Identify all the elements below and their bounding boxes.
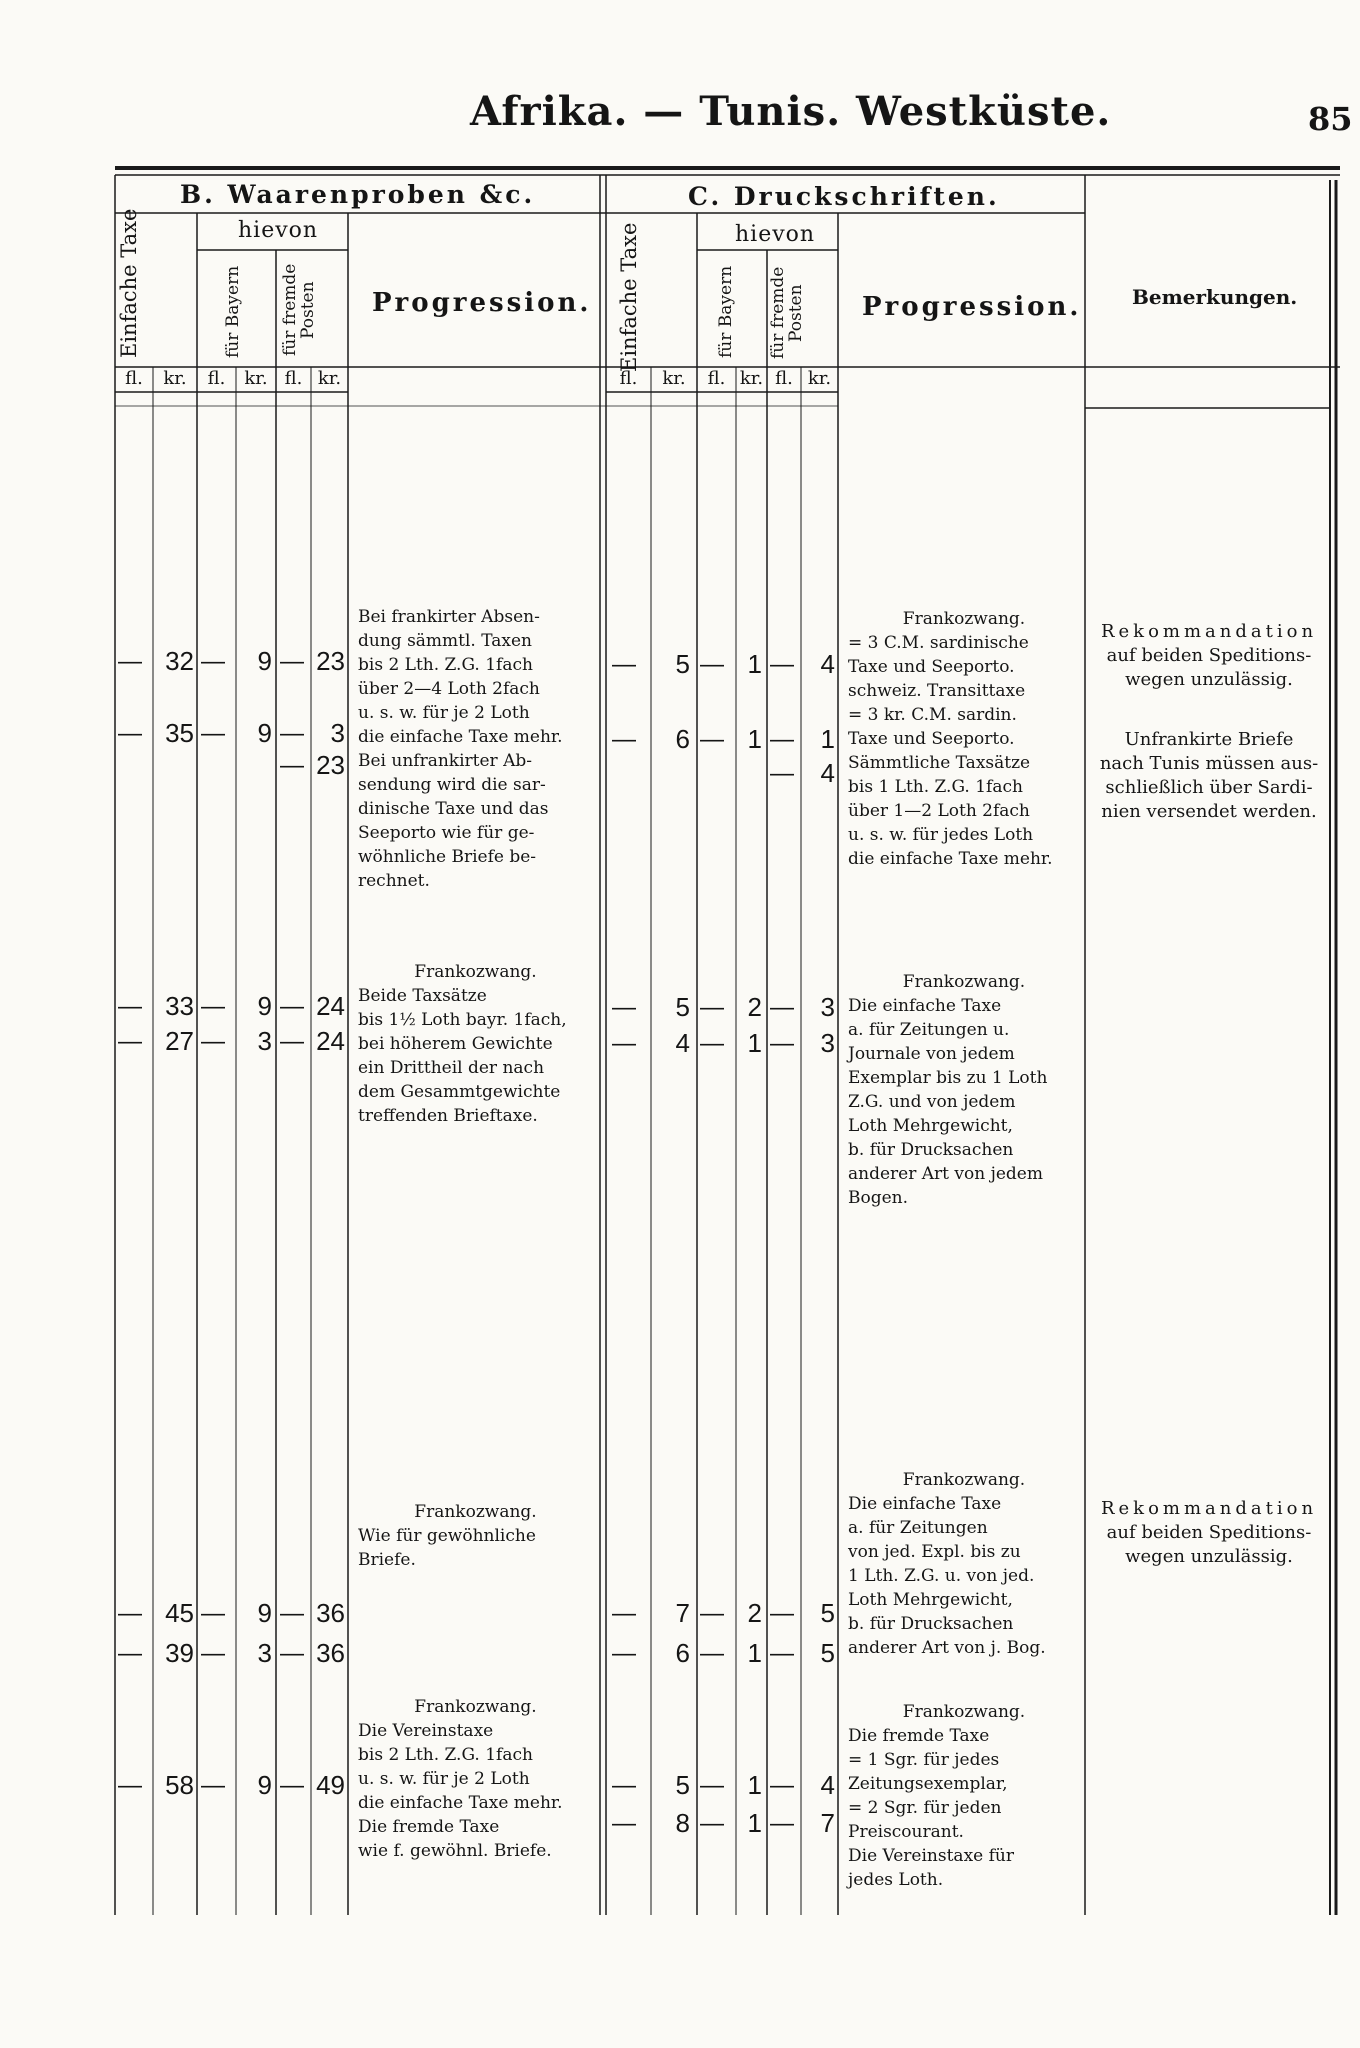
c-frm-value: 4 bbox=[820, 758, 835, 788]
text-line: = 3 C.M. sardinische bbox=[848, 633, 1029, 653]
text-line: Briefe. bbox=[358, 1550, 416, 1570]
b-dash: — bbox=[201, 993, 225, 1020]
c-bay-value: 1 bbox=[747, 1770, 762, 1800]
text-line: über 1—2 Loth 2fach bbox=[848, 801, 1030, 821]
text-line: Die Vereinstaxe für bbox=[848, 1846, 1014, 1866]
c-unit-fl: fl. bbox=[619, 368, 638, 389]
c-frm-value: 3 bbox=[820, 1028, 835, 1058]
b-unit-fl: fl. bbox=[125, 368, 143, 389]
b-frm-value: 23 bbox=[316, 646, 345, 676]
c-dash: — bbox=[612, 651, 636, 678]
b-bay-value: 9 bbox=[257, 718, 272, 748]
b-bay-value: 3 bbox=[257, 1638, 272, 1668]
b-frm-value: 24 bbox=[316, 991, 345, 1021]
b-dash: — bbox=[201, 1640, 225, 1667]
c-dash: — bbox=[770, 726, 794, 753]
b-bay-value: 9 bbox=[257, 646, 272, 676]
c-ein-value: 5 bbox=[675, 1770, 690, 1800]
c-frm-value: 7 bbox=[820, 1808, 835, 1838]
text-line: Taxe und Seeporto. bbox=[848, 729, 1015, 749]
text-line: Loth Mehrgewicht, bbox=[848, 1116, 1013, 1136]
c-frm-value: 4 bbox=[820, 1770, 835, 1800]
text-line: auf beiden Speditions- bbox=[1106, 645, 1312, 666]
section-b-hievon: hievon bbox=[238, 218, 319, 243]
text-line: Exemplar bis zu 1 Loth bbox=[848, 1068, 1048, 1088]
section-c-heading: C. Druckschriften. bbox=[688, 182, 1000, 211]
b-dash: — bbox=[201, 648, 225, 675]
text-line: Z.G. und von jedem bbox=[848, 1092, 1016, 1112]
b-ein-value: 58 bbox=[165, 1770, 194, 1800]
remark-3 bbox=[1090, 1497, 1328, 1569]
text-line: 1 Lth. Z.G. u. von jed. bbox=[848, 1566, 1035, 1586]
b-progression-3 bbox=[358, 1500, 593, 1572]
b-frm-value: 49 bbox=[316, 1770, 345, 1800]
c-fremde-unit-kr: kr. bbox=[807, 368, 832, 389]
text-line: schweiz. Transittaxe bbox=[848, 681, 1026, 701]
c-bay-value: 1 bbox=[747, 1028, 762, 1058]
b-dash: — bbox=[280, 1028, 304, 1055]
text-line: Frankozwang. bbox=[902, 972, 1026, 992]
b-dash: — bbox=[118, 648, 142, 675]
text-line: nien versendet werden. bbox=[1101, 801, 1317, 822]
text-line: Bei frankirter Absen- bbox=[358, 607, 540, 627]
text-line: Rekommandation bbox=[1100, 621, 1318, 642]
text-line: Bei unfrankirter Ab- bbox=[358, 751, 532, 771]
b-frm-value: 24 bbox=[316, 1026, 345, 1056]
b-ein-value: 39 bbox=[165, 1638, 194, 1668]
section-b-heading: B. Waarenproben &c. bbox=[180, 180, 536, 209]
text-line: a. für Zeitungen bbox=[848, 1518, 988, 1538]
b-einfache-taxe-header: Einfache Taxe bbox=[117, 208, 141, 358]
text-line: wie f. gewöhnl. Briefe. bbox=[358, 1841, 552, 1861]
b-fremde-unit-fl: fl. bbox=[284, 368, 303, 389]
c-frm-value: 5 bbox=[820, 1598, 835, 1628]
c-ein-value: 7 bbox=[675, 1598, 690, 1628]
text-line: bis 2 Lth. Z.G. 1fach bbox=[358, 655, 533, 675]
c-bay-value: 1 bbox=[747, 724, 762, 754]
b-bay-value: 9 bbox=[257, 1770, 272, 1800]
text-line: a. für Zeitungen u. bbox=[848, 1020, 1010, 1040]
b-bay-value: 9 bbox=[257, 1598, 272, 1628]
text-line: wöhnliche Briefe be- bbox=[358, 847, 537, 867]
text-line: Zeitungsexemplar, bbox=[848, 1774, 1008, 1794]
c-einfache-taxe-header: Einfache Taxe bbox=[617, 222, 641, 372]
b-dash: — bbox=[280, 720, 304, 747]
c-unit-kr: kr. bbox=[662, 368, 686, 389]
remarks-header: Bemerkungen. bbox=[1132, 285, 1298, 309]
b-dash: — bbox=[118, 993, 142, 1020]
b-ein-value: 27 bbox=[165, 1026, 194, 1056]
c-dash: — bbox=[612, 1640, 636, 1667]
c-dash: — bbox=[700, 1600, 724, 1627]
text-line: dinische Taxe und das bbox=[358, 799, 549, 819]
page-number: 85 bbox=[1308, 100, 1353, 138]
c-ein-value: 6 bbox=[675, 1638, 690, 1668]
c-progression-1 bbox=[848, 607, 1080, 871]
text-line: Frankozwang. bbox=[414, 1502, 537, 1522]
text-line: Frankozwang. bbox=[902, 1470, 1026, 1490]
b-progression-header: Progression. bbox=[372, 288, 592, 318]
text-line: u. s. w. für je 2 Loth bbox=[358, 1769, 530, 1789]
c-dash: — bbox=[770, 1810, 794, 1837]
text-line: anderer Art von j. Bog. bbox=[848, 1638, 1046, 1658]
c-dash: — bbox=[700, 1030, 724, 1057]
text-line: Loth Mehrgewicht, bbox=[848, 1590, 1013, 1610]
text-line: auf beiden Speditions- bbox=[1106, 1522, 1312, 1543]
c-dash: — bbox=[612, 994, 636, 1021]
c-dash: — bbox=[770, 994, 794, 1021]
text-line: Die einfache Taxe bbox=[848, 1494, 1002, 1514]
text-line: Wie für gewöhnliche bbox=[358, 1526, 536, 1546]
b-dash: — bbox=[280, 1772, 304, 1799]
c-ein-value: 5 bbox=[675, 649, 690, 679]
c-dash: — bbox=[700, 1772, 724, 1799]
remark-2 bbox=[1090, 728, 1328, 824]
b-bay-value: 9 bbox=[257, 991, 272, 1021]
text-line: = 3 kr. C.M. sardin. bbox=[848, 705, 1017, 725]
text-line: bis 1 Lth. Z.G. 1fach bbox=[848, 777, 1023, 797]
b-ein-value: 32 bbox=[165, 646, 194, 676]
text-line: Taxe und Seeporto. bbox=[848, 657, 1015, 677]
c-fremde-unit-fl: fl. bbox=[775, 368, 793, 389]
b-bayern-unit-fl: fl. bbox=[207, 368, 226, 389]
b-dash: — bbox=[280, 752, 304, 779]
text-line: anderer Art von jedem bbox=[848, 1164, 1043, 1184]
b-frm-value: 23 bbox=[316, 750, 345, 780]
b-ein-value: 35 bbox=[165, 718, 194, 748]
c-dash: — bbox=[770, 1030, 794, 1057]
text-line: rechnet. bbox=[358, 871, 430, 891]
text-line: u. s. w. für jedes Loth bbox=[848, 825, 1034, 845]
b-dash: — bbox=[280, 1640, 304, 1667]
b-dash: — bbox=[280, 648, 304, 675]
text-line: = 2 Sgr. für jeden bbox=[848, 1798, 1002, 1818]
text-line: Die fremde Taxe bbox=[848, 1726, 990, 1746]
b-unit-kr: kr. bbox=[163, 368, 187, 389]
c-dash: — bbox=[612, 1030, 636, 1057]
text-line: Frankozwang. bbox=[414, 962, 537, 982]
b-dash: — bbox=[118, 1600, 142, 1627]
text-line: dung sämmtl. Taxen bbox=[358, 631, 532, 651]
b-progression-2 bbox=[358, 960, 593, 1128]
text-line: = 1 Sgr. für jedes bbox=[848, 1750, 1000, 1770]
b-bayern-unit-kr: kr. bbox=[244, 368, 268, 389]
c-fremde-header: für fremde Posten bbox=[768, 266, 806, 360]
b-dash: — bbox=[118, 720, 142, 747]
text-line: b. für Drucksachen bbox=[848, 1140, 1014, 1160]
text-line: sendung wird die sar- bbox=[358, 775, 546, 795]
text-line: Journale von jedem bbox=[848, 1044, 1015, 1064]
b-fremde-header: für fremde Posten bbox=[280, 263, 318, 357]
text-line: über 2—4 Loth 2fach bbox=[358, 679, 540, 699]
c-dash: — bbox=[612, 1600, 636, 1627]
text-line: von jed. Expl. bis zu bbox=[848, 1542, 1021, 1562]
b-dash: — bbox=[280, 1600, 304, 1627]
text-line: wegen unzulässig. bbox=[1125, 669, 1293, 690]
b-dash: — bbox=[280, 993, 304, 1020]
text-line: wegen unzulässig. bbox=[1125, 1546, 1293, 1567]
text-line: die einfache Taxe mehr. bbox=[358, 727, 563, 747]
c-bay-value: 2 bbox=[747, 1598, 762, 1628]
text-line: Frankozwang. bbox=[902, 609, 1026, 629]
text-line: dem Gesammtgewichte bbox=[358, 1082, 561, 1102]
c-ein-value: 4 bbox=[675, 1028, 690, 1058]
b-dash: — bbox=[118, 1772, 142, 1799]
c-progression-3 bbox=[848, 1468, 1080, 1660]
text-line: Die fremde Taxe bbox=[358, 1817, 500, 1837]
c-dash: — bbox=[770, 1600, 794, 1627]
text-line: Seeporto wie für ge- bbox=[358, 823, 535, 843]
c-dash: — bbox=[700, 1640, 724, 1667]
text-line: Die einfache Taxe bbox=[848, 996, 1002, 1016]
b-dash: — bbox=[201, 720, 225, 747]
c-frm-value: 5 bbox=[820, 1638, 835, 1668]
b-progression-1 bbox=[358, 605, 593, 893]
text-line: bis 1½ Loth bayr. 1fach, bbox=[358, 1010, 567, 1030]
page-title: Afrika. — Tunis. Westküste. bbox=[470, 88, 1112, 135]
c-frm-value: 4 bbox=[820, 649, 835, 679]
text-line: Beide Taxsätze bbox=[358, 986, 487, 1006]
text-line: jedes Loth. bbox=[848, 1870, 944, 1890]
text-line: Frankozwang. bbox=[902, 1702, 1026, 1722]
b-fremde-unit-kr: kr. bbox=[317, 368, 342, 389]
text-line: Rekommandation bbox=[1100, 1498, 1318, 1519]
b-frm-value: 36 bbox=[316, 1598, 345, 1628]
c-frm-value: 1 bbox=[820, 724, 835, 754]
text-line: u. s. w. für je 2 Loth bbox=[358, 703, 530, 723]
text-line: Die Vereinstaxe bbox=[358, 1721, 494, 1741]
b-dash: — bbox=[201, 1028, 225, 1055]
text-line: die einfache Taxe mehr. bbox=[848, 849, 1053, 869]
c-bayern-unit-kr: kr. bbox=[739, 368, 764, 389]
c-dash: — bbox=[700, 1810, 724, 1837]
section-c-hievon: hievon bbox=[735, 222, 816, 247]
c-progression-2 bbox=[848, 970, 1080, 1210]
text-line: treffenden Brieftaxe. bbox=[358, 1106, 538, 1126]
b-bay-value: 3 bbox=[257, 1026, 272, 1056]
text-line: schließlich über Sardi- bbox=[1105, 777, 1313, 798]
b-dash: — bbox=[201, 1600, 225, 1627]
b-frm-value: 36 bbox=[316, 1638, 345, 1668]
c-progression-4 bbox=[848, 1700, 1080, 1892]
c-dash: — bbox=[700, 651, 724, 678]
b-progression-4 bbox=[358, 1695, 593, 1863]
c-bayern-unit-fl: fl. bbox=[707, 368, 726, 389]
text-line: Sämmtliche Taxsätze bbox=[848, 753, 1031, 773]
text-line: ein Drittheil der nach bbox=[358, 1058, 545, 1078]
b-bayern-header: für Bayern bbox=[223, 265, 243, 359]
remark-1 bbox=[1090, 620, 1328, 692]
b-ein-value: 33 bbox=[165, 991, 194, 1021]
c-bay-value: 1 bbox=[747, 1808, 762, 1838]
text-line: Bogen. bbox=[848, 1188, 909, 1208]
b-dash: — bbox=[201, 1772, 225, 1799]
c-dash: — bbox=[700, 994, 724, 1021]
text-line: b. für Drucksachen bbox=[848, 1614, 1014, 1634]
text-line: bis 2 Lth. Z.G. 1fach bbox=[358, 1745, 533, 1765]
text-line: nach Tunis müssen aus- bbox=[1099, 753, 1319, 774]
c-dash: — bbox=[612, 1772, 636, 1799]
b-ein-value: 45 bbox=[165, 1598, 194, 1628]
b-dash: — bbox=[118, 1028, 142, 1055]
c-dash: — bbox=[612, 726, 636, 753]
c-ein-value: 6 bbox=[675, 724, 690, 754]
c-ein-value: 5 bbox=[675, 992, 690, 1022]
c-dash: — bbox=[700, 726, 724, 753]
c-frm-value: 3 bbox=[820, 992, 835, 1022]
c-dash: — bbox=[770, 1640, 794, 1667]
c-dash: — bbox=[770, 651, 794, 678]
c-bay-value: 1 bbox=[747, 649, 762, 679]
c-dash: — bbox=[612, 1810, 636, 1837]
text-line: die einfache Taxe mehr. bbox=[358, 1793, 563, 1813]
c-dash: — bbox=[770, 760, 794, 787]
c-dash: — bbox=[770, 1772, 794, 1799]
text-line: Unfrankirte Briefe bbox=[1124, 729, 1294, 750]
c-bay-value: 1 bbox=[747, 1638, 762, 1668]
text-line: Frankozwang. bbox=[414, 1697, 537, 1717]
c-ein-value: 8 bbox=[675, 1808, 690, 1838]
b-frm-value: 3 bbox=[330, 718, 345, 748]
c-progression-header: Progression. bbox=[862, 292, 1082, 322]
b-dash: — bbox=[118, 1640, 142, 1667]
c-bayern-header: für Bayern bbox=[716, 265, 736, 359]
text-line: Preiscourant. bbox=[848, 1822, 964, 1842]
c-bay-value: 2 bbox=[747, 992, 762, 1022]
text-line: bei höherem Gewichte bbox=[358, 1034, 553, 1054]
